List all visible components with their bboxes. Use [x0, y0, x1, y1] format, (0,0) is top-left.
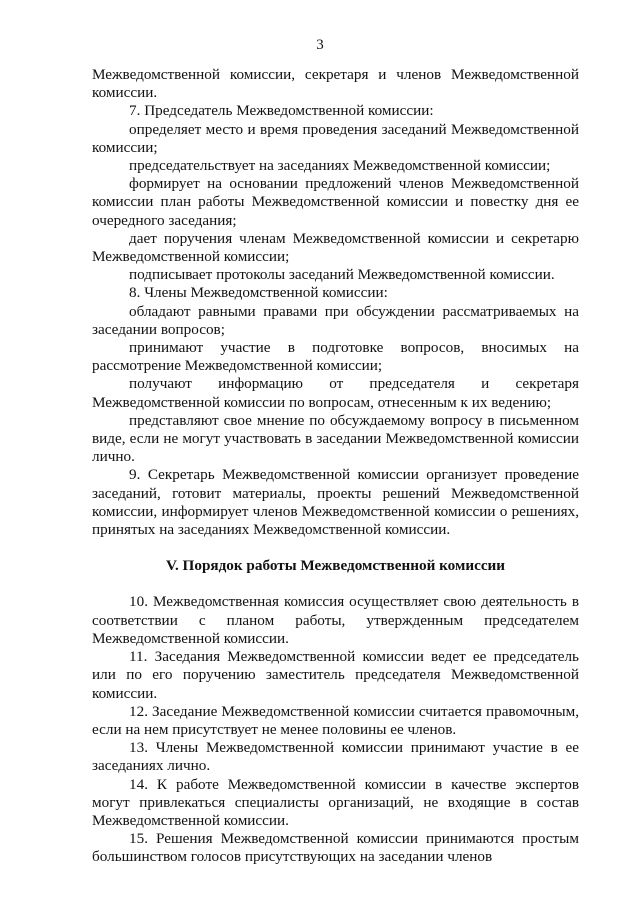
paragraph-item-12: 12. Заседание Межведомственной комиссии считается правомочным, если на нем присутствует не менее половины ее членов.	[92, 702, 579, 738]
page-number: 3	[316, 37, 324, 53]
document-body	[92, 66, 579, 867]
paragraph-subitem: представляют свое мнение по обсуждаемому вопросу в письменном виде, если не могут участвовать в заседании Межведомственной комиссии лично.	[92, 411, 579, 466]
paragraph-item-13: 13. Члены Межведомственной комиссии принимают участие в ее заседаниях лично.	[92, 739, 579, 775]
paragraph-item-15: 15. Решения Межведомственной комиссии принимаются простым большинством голосов присутствующих на заседании членов	[92, 830, 579, 866]
paragraph-continuation: Межведомственной комиссии, секретаря и членов Межведомственной комиссии.	[92, 66, 579, 102]
paragraph-item-8: 8. Члены Межведомственной комиссии:	[129, 284, 388, 302]
paragraph-subitem: председательствует на заседаниях Межведомственной комиссии;	[129, 157, 551, 175]
paragraph-item-9: 9. Секретарь Межведомственной комиссии организует проведение заседаний, готовит материалы, проекты решений Межведомственной комиссии, информирует членов Межведомственной комиссии о решениях, принятых на заседаниях Межведомственной комиссии.	[92, 466, 579, 539]
paragraph-subitem: получают информацию от председателя и секретаря Межведомственной комиссии по вопросам, отнесенным к их ведению;	[92, 375, 579, 411]
paragraph-subitem: подписывает протоколы заседаний Межведомственной комиссии.	[129, 266, 555, 284]
paragraph-item-10: 10. Межведомственная комиссия осуществляет свою деятельность в соответствии с планом работы, утвержденным председателем Межведомственной комиссии.	[92, 593, 579, 647]
paragraph-subitem: формирует на основании предложений членов Межведомственной комиссии план работы Межведомственной комиссии и повестку дня ее очередного заседания;	[92, 175, 579, 229]
paragraph-subitem: принимают участие в подготовке вопросов, вносимых на рассмотрение Межведомственной комиссии;	[92, 339, 579, 375]
paragraph-subitem: дает поручения членам Межведомственной комиссии и секретарю Межведомственной комиссии;	[92, 229, 579, 266]
section-heading: V. Порядок работы Межведомственной комиссии	[165, 557, 506, 575]
paragraph-item-11: 11. Заседания Межведомственной комиссии ведет ее председатель или по его поручению заместитель председателя Межведомственной комиссии.	[92, 648, 579, 702]
paragraph-subitem: определяет место и время проведения заседаний Межведомственной комиссии;	[92, 120, 579, 156]
paragraph-subitem: обладают равными правами при обсуждении рассматриваемых на заседании вопросов;	[92, 302, 579, 338]
paragraph-item-7: 7. Председатель Межведомственной комиссии:	[129, 102, 434, 120]
paragraph-item-14: 14. К работе Межведомственной комиссии в качестве экспертов могут привлекаться специалисты организаций, не входящие в состав Межведомственной комиссии.	[92, 775, 579, 829]
